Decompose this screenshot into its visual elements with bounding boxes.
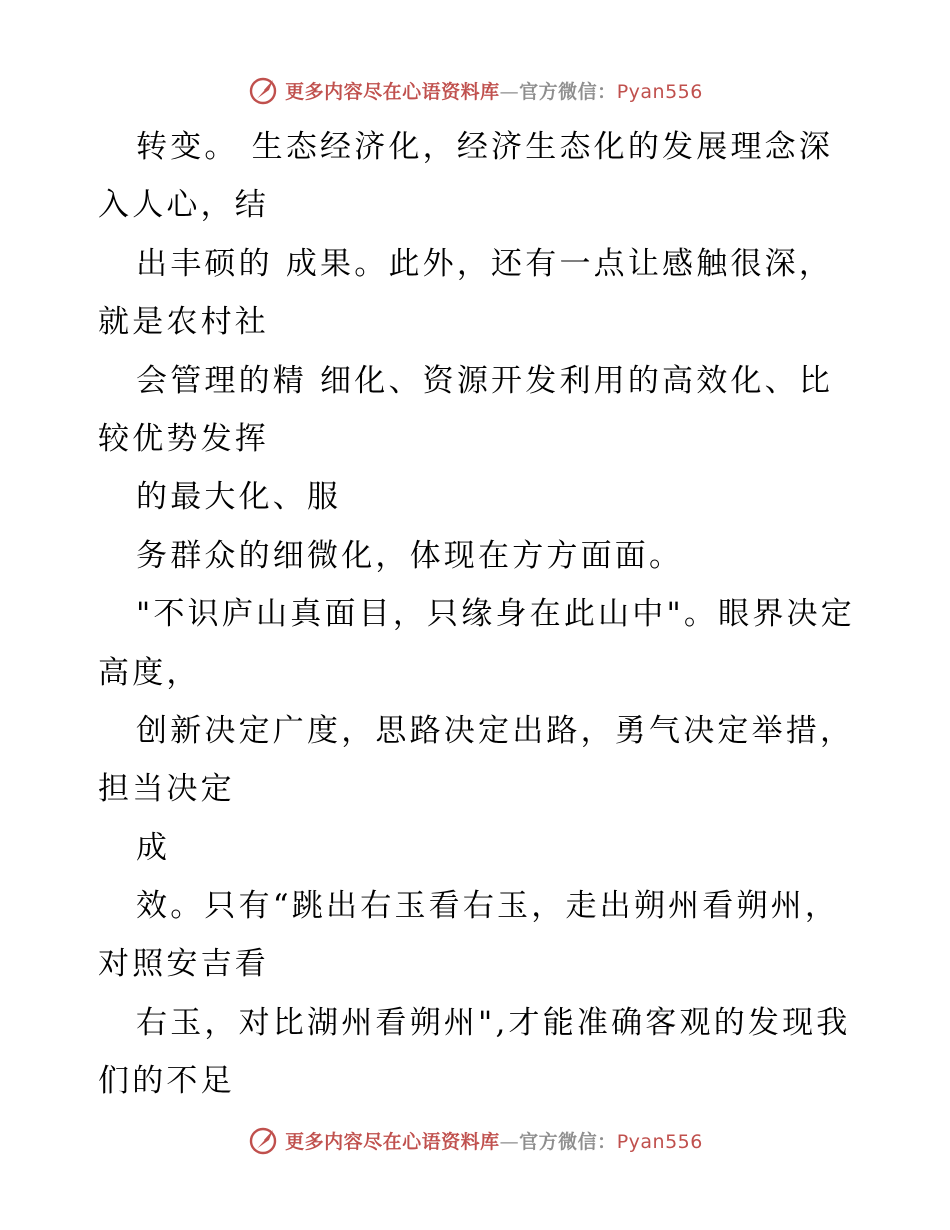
- watermark-dash: —: [499, 1130, 520, 1153]
- watermark-official: 官方微信：: [519, 80, 617, 103]
- text-line: 务群众的细微化，体现在方方面面。: [136, 537, 684, 574]
- text-line: 高度，: [98, 654, 201, 691]
- text-line: 的最大化、服: [136, 479, 342, 516]
- watermark-text: [285, 77, 703, 104]
- text-line: 右玉，对比湖州看朔州",才能准确客观的发现我: [136, 1004, 851, 1041]
- watermark-brand: 更多内容尽在心语资料库: [285, 1130, 500, 1153]
- footer-watermark: [0, 1120, 950, 1160]
- quill-logo-icon: [247, 74, 279, 106]
- text-line: 创新决定广度，思路决定出路，勇气决定举措，: [136, 712, 855, 749]
- text-line: 出丰硕的 成果。此外，还有一点让感触很深，: [136, 245, 834, 282]
- quill-logo-icon: [247, 1124, 279, 1156]
- text-line: 成: [136, 829, 171, 866]
- text-line: 对照安吉看: [98, 946, 269, 983]
- watermark-official: 官方微信：: [519, 1130, 617, 1153]
- header-watermark: [0, 70, 950, 110]
- text-line: "不识庐山真面目，只缘身在此山中"。眼界决定: [136, 596, 855, 633]
- text-line: 转变。 生态经济化，经济生态化的发展理念深: [136, 129, 834, 165]
- watermark-dash: —: [499, 80, 520, 103]
- document-body: [98, 118, 858, 1111]
- text-line: 效。只有“跳出右玉看右玉，走出朔州看朔州，: [136, 888, 840, 925]
- watermark-handle: Pyan556: [616, 80, 703, 103]
- watermark-brand: 更多内容尽在心语资料库: [285, 80, 500, 103]
- text-line: 较优势发挥: [98, 420, 269, 457]
- watermark-handle: Pyan556: [616, 1130, 703, 1153]
- watermark-text: [285, 1127, 703, 1154]
- text-line: 会管理的精 细化、资源开发利用的高效化、比: [136, 362, 834, 399]
- text-line: 们的不足: [98, 1063, 235, 1100]
- text-line: 担当决定: [98, 771, 235, 808]
- text-line: 就是农村社: [98, 304, 269, 341]
- text-line: 入人心，结: [98, 187, 269, 224]
